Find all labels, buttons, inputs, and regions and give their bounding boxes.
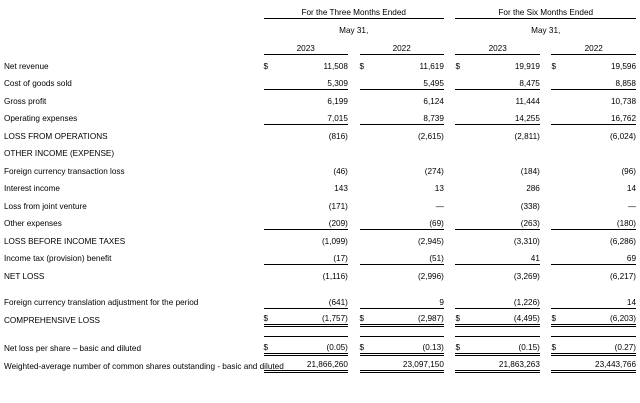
header-six-months: For the Six Months Ended [455,0,636,18]
row-currency-symbol [360,107,375,125]
row-currency-symbol: $ [264,337,279,355]
row-label: Net loss per share – basic and diluted [4,344,141,353]
row-currency-symbol: $ [455,337,470,355]
table-spacer-row [4,326,636,337]
row-value: (6,286) [610,236,636,246]
row-label: Cost of goods sold [4,79,72,88]
column-gap [444,124,456,142]
column-gap [444,177,456,195]
row-value [374,142,444,160]
row-value: 14 [626,184,636,193]
header-gap-4 [444,36,456,54]
row-value: 11,619 [419,61,444,71]
header-year-three-2023: 2023 [264,36,348,54]
column-gap [540,159,552,177]
row-currency-symbol [455,291,470,309]
column-gap [444,354,456,372]
row-currency-symbol [264,212,279,230]
row-currency-symbol [551,72,566,90]
row-value: 8,739 [374,107,444,125]
row-currency-symbol [360,159,375,177]
row-value: (4,495) [470,308,540,326]
column-gap [444,142,456,160]
row-label: Operating expenses [4,114,78,123]
row-currency-symbol [264,159,279,177]
row-currency-symbol [551,194,566,212]
row-value: 6,124 [423,96,444,106]
column-gap [444,212,456,230]
table-row [4,247,636,265]
column-gap [444,337,456,355]
row-currency-symbol [455,194,470,212]
row-currency-symbol [360,247,375,265]
row-currency-symbol [551,264,566,282]
row-value: — [435,201,444,211]
table-body [4,54,636,372]
spacer-cell [4,282,636,291]
row-value: (2,996) [417,271,444,281]
row-value: (274) [424,166,444,176]
row-value: (2,945) [417,236,444,246]
header-gap-3 [348,36,360,54]
table-row [4,72,636,90]
row-value: 10,738 [610,96,636,106]
row-value: (1,226) [470,291,540,309]
row-value: (263) [470,212,540,230]
row-currency-symbol [551,89,566,107]
row-value: 21,866,260 [278,354,348,372]
row-label: Foreign currency transaction loss [4,166,125,176]
row-currency-symbol [551,177,566,195]
column-gap [540,124,552,142]
row-label: Gross profit [4,96,47,106]
header-gap-2 [444,18,456,36]
row-currency-symbol [264,229,279,247]
row-currency-symbol: $ [264,308,279,326]
row-value: 19,919 [514,61,540,71]
table-row [4,89,636,107]
row-value: (2,811) [514,131,540,141]
column-gap [540,194,552,212]
header-gap-5 [540,36,552,54]
column-gap [444,308,456,326]
table-row [4,54,636,72]
row-value: (17) [278,247,348,265]
row-currency-symbol [264,177,279,195]
column-gap [444,264,456,282]
column-gap [348,142,360,160]
table-row [4,291,636,309]
column-gap [540,72,552,90]
row-value: (209) [278,212,348,230]
row-currency-symbol [455,107,470,125]
row-value: 41 [470,247,540,265]
row-value: 21,863,263 [470,354,540,372]
column-gap [348,72,360,90]
row-currency-symbol [360,291,375,309]
row-currency-symbol [551,291,566,309]
row-value: (1,116) [322,271,348,281]
row-value: 7,015 [278,107,348,125]
row-currency-symbol [455,124,470,142]
header-gap-1 [444,0,456,18]
column-gap [444,54,456,72]
header-spacer-3 [4,36,264,54]
row-label: LOSS FROM OPERATIONS [4,131,108,141]
table-row [4,194,636,212]
row-label: Interest income [4,184,60,193]
row-value [470,142,540,160]
row-currency-symbol [360,264,375,282]
row-currency-symbol [264,107,279,125]
row-currency-symbol: $ [360,308,375,326]
row-value: (1,757) [278,308,348,326]
column-gap [540,177,552,195]
table-row [4,142,636,160]
row-currency-symbol [264,247,279,265]
row-value: (69) [374,212,444,230]
column-gap [540,247,552,265]
row-value: (0.15) [470,337,540,355]
table-spacer-row [4,282,636,291]
row-label: NET LOSS [4,271,45,281]
row-value: 23,443,766 [566,354,636,372]
row-value: (816) [328,131,348,141]
row-currency-symbol [360,354,375,372]
table-row [4,177,636,195]
table-row [4,337,636,355]
row-currency-symbol [455,177,470,195]
row-value: (2,987) [374,308,444,326]
column-gap [348,354,360,372]
column-gap [348,229,360,247]
row-currency-symbol [551,212,566,230]
row-value: 8,475 [470,72,540,90]
row-value: 11,508 [323,61,348,71]
row-value: (184) [520,166,540,176]
row-currency-symbol: $ [551,337,566,355]
row-value: (0.13) [374,337,444,355]
table-row [4,308,636,326]
row-currency-symbol [551,142,566,160]
row-currency-symbol [455,212,470,230]
row-currency-symbol [455,247,470,265]
row-label: Weighted-average number of common shares outstanding - basic and diluted [4,361,284,371]
row-value: (171) [328,201,348,211]
row-value: 11,444 [515,96,540,106]
column-gap [348,124,360,142]
row-currency-symbol [551,354,566,372]
financial-table [4,0,636,373]
table-row [4,159,636,177]
row-value: 16,762 [566,107,636,125]
table-row [4,229,636,247]
row-value: 143 [334,184,348,193]
row-value: 9 [374,291,444,309]
column-gap [444,107,456,125]
header-spacer [4,0,264,18]
column-gap [444,89,456,107]
row-value: (641) [278,291,348,309]
row-currency-symbol [455,142,470,160]
column-gap [348,264,360,282]
row-value: (46) [333,166,348,176]
header-three-months: For the Three Months Ended [264,0,444,18]
row-currency-symbol: $ [551,61,557,71]
row-value: (180) [566,212,636,230]
row-currency-symbol [264,264,279,282]
table-row [4,264,636,282]
row-currency-symbol [360,177,375,195]
column-gap [348,89,360,107]
row-currency-symbol [360,124,375,142]
row-currency-symbol [455,89,470,107]
column-gap [444,247,456,265]
row-currency-symbol [551,229,566,247]
row-label: LOSS BEFORE INCOME TAXES [4,236,126,246]
row-value: 5,495 [374,72,444,90]
row-value: 69 [566,247,636,265]
row-value: 13 [434,184,444,193]
row-value: — [627,201,636,211]
row-currency-symbol: $ [455,308,470,326]
column-gap [540,212,552,230]
row-value: (6,203) [566,308,636,326]
column-gap [540,107,552,125]
column-gap [444,72,456,90]
column-gap [540,354,552,372]
column-gap [348,177,360,195]
table-header-groups [4,0,636,18]
row-currency-symbol: $ [359,61,365,71]
column-gap [348,159,360,177]
row-value: 14,255 [470,107,540,125]
row-value: (338) [520,201,540,211]
row-value: 8,858 [566,72,636,90]
row-currency-symbol [264,142,279,160]
row-label: Other expenses [4,219,62,228]
row-currency-symbol: $ [551,308,566,326]
row-currency-symbol [551,107,566,125]
row-label: OTHER INCOME (EXPENSE) [4,149,115,158]
column-gap [444,194,456,212]
row-label: Net revenue [4,61,49,71]
row-value: 6,199 [327,96,348,106]
row-value: (6,217) [610,271,636,281]
header-year-six-2022: 2022 [551,36,636,54]
row-currency-symbol [360,212,375,230]
row-value [566,142,636,160]
table-row [4,354,636,372]
row-currency-symbol [264,194,279,212]
row-value: 5,309 [278,72,348,90]
row-currency-symbol [551,159,566,177]
column-gap [540,264,552,282]
row-currency-symbol: $ [455,61,461,71]
header-date-three: May 31, [339,26,369,35]
row-value: (0.27) [566,337,636,355]
column-gap [444,159,456,177]
row-value: 23,097,150 [374,354,444,372]
row-currency-symbol: $ [360,337,375,355]
row-currency-symbol [264,291,279,309]
column-gap [444,291,456,309]
row-currency-symbol: $ [263,61,269,71]
row-currency-symbol [551,247,566,265]
table-row [4,212,636,230]
column-gap [540,291,552,309]
row-value: 19,596 [610,61,636,71]
table-row [4,107,636,125]
column-gap [444,229,456,247]
header-year-six-2023: 2023 [455,36,539,54]
column-gap [348,247,360,265]
column-gap [540,229,552,247]
row-label: Foreign currency translation adjustment for the period [4,298,199,307]
table-header-years [4,36,636,54]
row-currency-symbol [455,229,470,247]
row-currency-symbol [264,124,279,142]
header-year-three-2022: 2022 [360,36,444,54]
row-value: (3,269) [513,271,540,281]
row-currency-symbol [455,72,470,90]
row-currency-symbol [264,89,279,107]
column-gap [348,194,360,212]
row-value: (51) [374,247,444,265]
row-currency-symbol [360,229,375,247]
row-currency-symbol [455,264,470,282]
row-currency-symbol [360,72,375,90]
column-gap [348,54,360,72]
column-gap [348,308,360,326]
column-gap [348,337,360,355]
column-gap [348,291,360,309]
column-gap [540,308,552,326]
column-gap [540,337,552,355]
row-value: (96) [621,166,636,176]
header-spacer-2 [4,18,264,36]
row-value: 286 [526,184,540,193]
row-currency-symbol [360,142,375,160]
header-date-six: May 31, [531,26,561,35]
table-row [4,124,636,142]
row-currency-symbol [264,72,279,90]
row-value: (0.05) [278,337,348,355]
row-label: Income tax (provision) benefit [4,254,112,263]
column-gap [540,54,552,72]
row-currency-symbol [360,194,375,212]
spacer-cell [4,326,636,337]
row-value: (3,310) [513,236,540,246]
row-label: Loss from joint venture [4,201,87,211]
row-currency-symbol [455,354,470,372]
row-currency-symbol [455,159,470,177]
row-currency-symbol [551,124,566,142]
table-header-dates [4,18,636,36]
row-value: (6,024) [610,131,636,141]
column-gap [540,89,552,107]
row-value: (2,615) [417,131,444,141]
row-value [278,142,348,160]
column-gap [348,107,360,125]
column-gap [540,142,552,160]
row-label: COMPREHENSIVE LOSS [4,315,100,325]
row-value: (1,099) [321,236,348,246]
row-value: 14 [566,291,636,309]
column-gap [348,212,360,230]
row-currency-symbol [360,89,375,107]
